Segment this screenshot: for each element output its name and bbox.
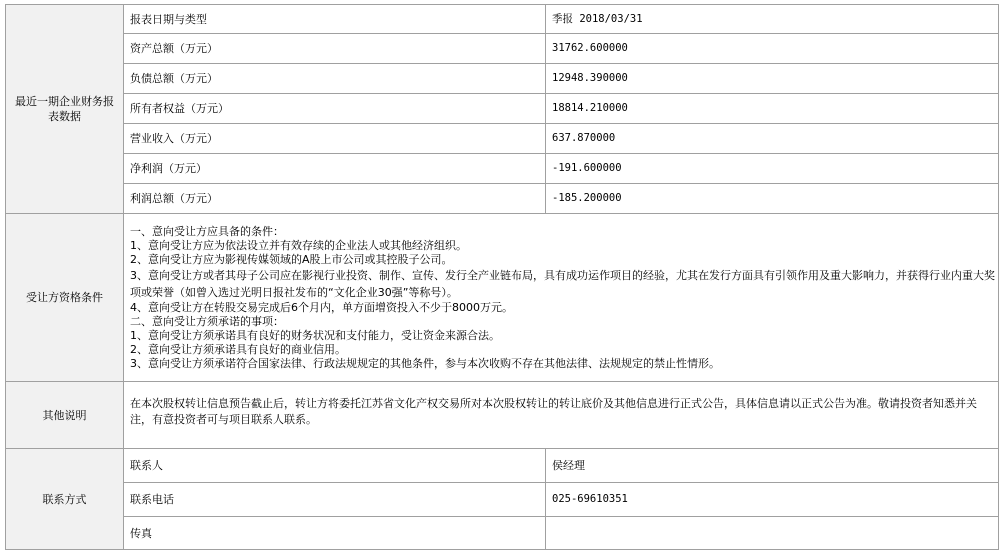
finance-value: 12948.390000	[546, 64, 999, 94]
finance-value: 637.870000	[546, 124, 999, 154]
contact-key: 传真	[124, 517, 546, 550]
contact-value	[546, 517, 999, 550]
finance-key: 所有者权益（万元）	[124, 94, 546, 124]
qualification-line: 1、意向受让方应为依法设立并有效存续的企业法人或其他经济组织。	[130, 238, 467, 252]
qualification-content	[124, 214, 999, 382]
contact-key: 联系人	[124, 449, 546, 483]
contact-row	[6, 449, 999, 483]
contact-row	[6, 483, 999, 517]
other-row	[6, 382, 999, 449]
qualification-line: 2、意向受让方应为影视传媒领域的A股上市公司或其控股子公司。	[130, 252, 453, 266]
finance-row	[6, 34, 999, 64]
qualification-line: 2、意向受让方须承诺具有良好的商业信用。	[130, 342, 346, 356]
finance-key: 营业收入（万元）	[124, 124, 546, 154]
qualification-line: 3、意向受让方或者其母子公司应在影视行业投资、制作、宣传、发行全产业链布局，具有成功运作项目的经验，尤其在发行方面具有引领作用及重大影响力，并获得行业内重大奖项或荣誉（如曾入选过光明日报社发布的“文化企业30强”等称号）。	[130, 268, 995, 299]
contact-key: 联系电话	[124, 483, 546, 517]
contact-value: 025-69610351	[546, 483, 999, 517]
qualification-line: 3、意向受让方须承诺符合国家法律、行政法规规定的其他条件，参与本次收购不存在其他法律、法规规定的禁止性情形。	[130, 356, 720, 370]
finance-label: 最近一期企业财务报表数据	[6, 5, 124, 214]
finance-row	[6, 94, 999, 124]
contact-value: 侯经理	[546, 449, 999, 483]
info-table	[5, 4, 999, 550]
finance-value: 季报 2018/03/31	[546, 5, 999, 34]
finance-value: -191.600000	[546, 154, 999, 184]
qualification-label: 受让方资格条件	[6, 214, 124, 382]
finance-key: 利润总额（万元）	[124, 184, 546, 214]
finance-value: -185.200000	[546, 184, 999, 214]
finance-key: 资产总额（万元）	[124, 34, 546, 64]
finance-value: 31762.600000	[546, 34, 999, 64]
finance-key: 负债总额（万元）	[124, 64, 546, 94]
finance-row	[6, 154, 999, 184]
finance-row	[6, 184, 999, 214]
finance-row	[6, 124, 999, 154]
other-text: 在本次股权转让信息预告截止后，转让方将委托江苏省文化产权交易所对本次股权转让的转让底价及其他信息进行正式公告，具体信息请以正式公告为准。敬请投资者知悉并关注，有意投资者可与项目联系人联系。	[124, 382, 999, 449]
qualification-line: 二、意向受让方须承诺的事项：	[130, 314, 284, 328]
qualification-line: 一、意向受让方应具备的条件：	[130, 224, 284, 238]
qualification-row	[6, 214, 999, 382]
contact-label: 联系方式	[6, 449, 124, 550]
contact-row	[6, 517, 999, 550]
other-label: 其他说明	[6, 382, 124, 449]
qualification-line: 4、意向受让方在转股交易完成后6个月内，单方面增资投入不少于8000万元。	[130, 300, 513, 314]
finance-row	[6, 5, 999, 34]
finance-key: 净利润（万元）	[124, 154, 546, 184]
qualification-line: 1、意向受让方须承诺具有良好的财务状况和支付能力，受让资金来源合法。	[130, 328, 500, 342]
finance-row	[6, 64, 999, 94]
finance-key: 报表日期与类型	[124, 5, 546, 34]
finance-value: 18814.210000	[546, 94, 999, 124]
